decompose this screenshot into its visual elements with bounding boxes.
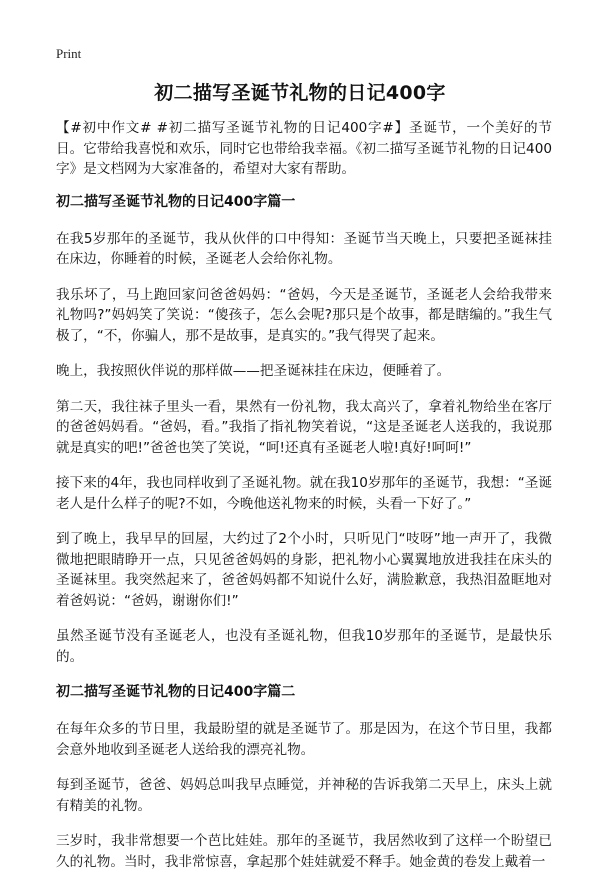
paragraph: 接下来的4年，我也同样收到了圣诞礼物。就在我10岁那年的圣诞节，我想：“圣诞老人是什么样子的呢?不如，今晚他送礼物来的时候，头看一下好了。” [56,475,552,512]
paragraph: 第二天，我往袜子里头一看，果然有一份礼物，我太高兴了，拿着礼物给坐在客厅的爸爸妈妈看。“爸妈，看。”我指了指礼物笑着说，“这是圣诞老人送我的，我说那就是真实的吧!”爸爸也笑了笑说，“呵!还真有圣诞老人啦!真好!呵呵!” [56,398,552,456]
paragraph: 晚上，我按照伙伴说的那样做——把圣诞袜挂在床边，便睡着了。 [56,363,451,379]
print-link[interactable]: Print [56,46,82,61]
page-title: 初二描写圣诞节礼物的日记400字 [154,82,446,104]
paragraph: 虽然圣诞节没有圣诞老人，也没有圣诞礼物，但我10岁那年的圣诞节，是最快乐的。 [56,628,552,665]
intro-paragraph: 【#初中作文# #初二描写圣诞节礼物的日记400字#】圣诞节，一个美好的节日。它带给我喜悦和欢乐，同时它也带给我幸福。《初二描写圣诞节礼物的日记400字》是文档网为大家准备的，希望对大家有帮助。 [56,120,552,177]
paragraph: 在我5岁那年的圣诞节，我从伙伴的口中得知：圣诞节当天晚上，只要把圣诞袜挂在床边，你睡着的时候，圣诞老人会给你礼物。 [56,230,552,267]
paragraph: 三岁时，我非常想要一个芭比娃娃。那年的圣诞节，我居然收到了这样一个盼望已久的礼物。当时，我非常惊喜，拿起那个娃娃就爱不释手。她金黄的卷发上戴着一 [56,833,552,870]
paragraph: 到了晚上，我早早的回屋，大约过了2个小时，只听见门“吱呀”地一声开了，我微微地把眼睛睁开一点，只见爸爸妈妈的身影，把礼物小心翼翼地放进我挂在床头的圣诞袜里。我突然起来了，爸爸妈妈都不知说什么好，满脸歉意，我热泪盈眶地对着爸妈说：“爸妈，谢谢你们!” [56,531,552,609]
section-2 [56,682,552,872]
paragraph: 每到圣诞节，爸爸、妈妈总叫我早点睡觉，并神秘的告诉我第二天早上，床头上就有精美的礼物。 [56,777,552,814]
section-heading: 初二描写圣诞节礼物的日记400字篇二 [56,684,296,700]
section-heading: 初二描写圣诞节礼物的日记400字篇一 [56,193,296,210]
paragraph: 我乐坏了，马上跑回家问爸爸妈妈：“爸妈，今天是圣诞节，圣诞老人会给我带来礼物吗?”妈妈笑了笑说：“傻孩子，怎么会呢?那只是个故事，都是瞎编的。”我生气极了，“不，你骗人，那不是故事，是真实的。”我气得哭了起来。 [56,286,552,344]
article-body [56,118,552,887]
section-1 [56,192,552,668]
paragraph: 在每年众多的节日里，我最盼望的就是圣诞节了。那是因为，在这个节日里，我都会意外地收到圣诞老人送给我的漂亮礼物。 [56,721,552,758]
